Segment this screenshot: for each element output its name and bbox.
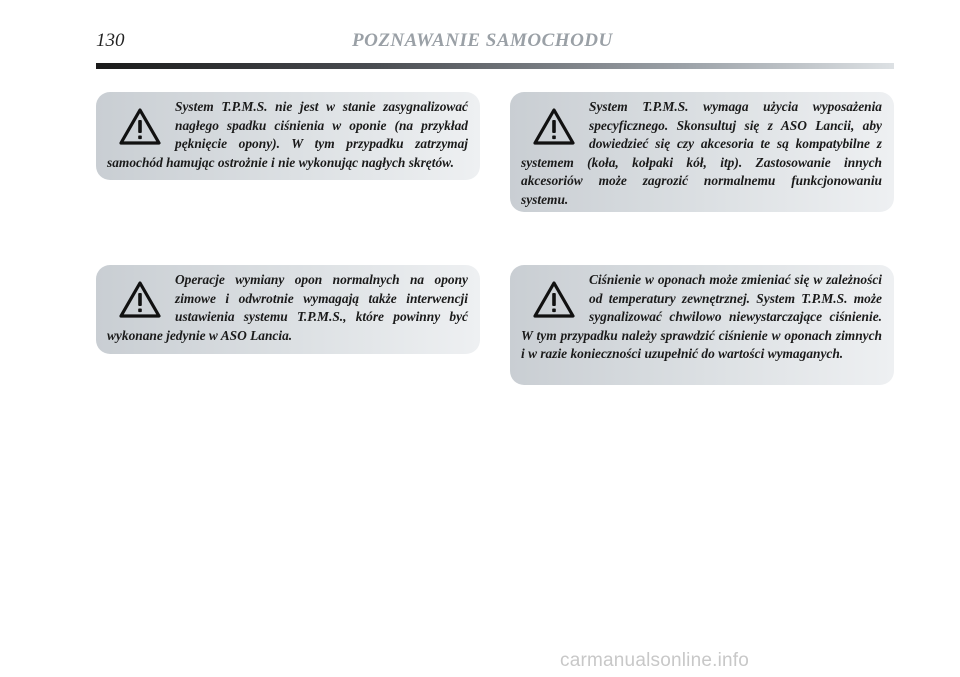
warning-text: System T.P.M.S. wymaga użycia wyposażenia specyficznego. Skonsultuj się z ASO Lancii, aby dowiedzieć się czy akcesoria te są kompatybilne z systemem (koła, kołpaki kół, itp). Zastosowanie innych akcesoriów może zagrozić normalnemu funkcjonowaniu systemu.	[521, 99, 882, 207]
header-rule	[96, 63, 894, 69]
warning-text: Operacje wymiany opon normalnych na opony zimowe i odwrotnie wymagają także interwencji ustawienia systemu T.P.M.S., które powinny być wykonane jedynie w ASO Lancia.	[107, 272, 468, 343]
warning-box-temperature-pressure	[510, 265, 894, 385]
warning-triangle-icon	[119, 281, 161, 319]
section-title: POZNAWANIE SAMOCHODU	[352, 30, 613, 51]
warning-text: System T.P.M.S. nie jest w stanie zasygnalizować nagłego spadku ciśnienia w oponie (na przykład pęknięcie opony). W tym przypadku zatrzymaj samochód hamując ostrożnie i nie wykonując nagłych skrętów.	[107, 99, 468, 170]
page-number: 130	[96, 30, 125, 51]
warning-box-tyre-change	[96, 265, 480, 354]
warning-box-tpms-pressure-drop	[96, 92, 480, 180]
warning-triangle-icon	[119, 108, 161, 146]
warning-triangle-icon	[533, 108, 575, 146]
watermark: carmanualsonline.info	[560, 650, 750, 671]
warning-triangle-icon	[533, 281, 575, 319]
warning-box-tpms-equipment	[510, 92, 894, 212]
warning-text: Ciśnienie w oponach może zmieniać się w zależności od temperatury zewnętrznej. System T.P.M.S. może sygnalizować chwilowo niewystarczające ciśnienie. W tym przypadku należy sprawdzić ciśnienie w oponach zimnych i w razie konieczności uzupełnić do wartości wymaganych.	[521, 272, 882, 361]
